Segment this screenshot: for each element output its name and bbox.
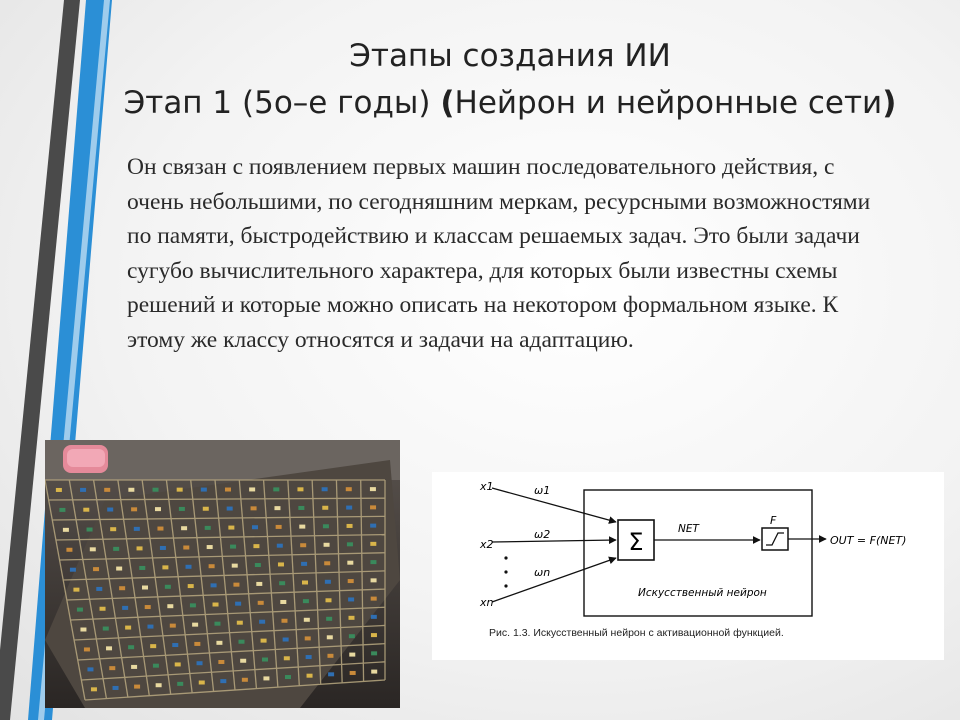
- neuron-label: Искусственный нейрон: [638, 587, 767, 599]
- output-label: OUT = F(NET): [830, 534, 907, 547]
- slide-subtitle: Этап 1 (5o–е годы) (Нейрон и нейронные сети): [123, 85, 897, 121]
- neuron-diagram: [432, 472, 944, 660]
- diagram-caption: Рис. 1.3. Искусственный нейрон с активационной функцией.: [489, 627, 784, 639]
- func-label: F: [770, 514, 777, 527]
- slide-body-text: Он связан с появлением первых машин последовательного действия, с очень небольшими, по сегодняшним меркам, ресурсными возможностями по памяти, быстродействию и классам решаемых задач. Это были задачи сугубо вычислительного характера, для которых были известны схемы решений и которые можно описать на некотором формальном языке. К этому же классу относятся и задачи на адаптацию.: [127, 154, 871, 353]
- weight-w1: ω1: [534, 484, 551, 497]
- net-label: NET: [678, 523, 699, 535]
- input-x1: x1: [480, 480, 494, 493]
- weight-w2: ω2: [534, 528, 551, 541]
- slide-title: Этапы создания ИИ: [349, 38, 671, 74]
- input-x2: x2: [480, 538, 494, 551]
- input-xn: xn: [480, 596, 494, 609]
- weight-wn: ωn: [534, 566, 551, 579]
- sum-symbol: Σ: [628, 528, 644, 556]
- neural-hardware-photo: [45, 440, 400, 708]
